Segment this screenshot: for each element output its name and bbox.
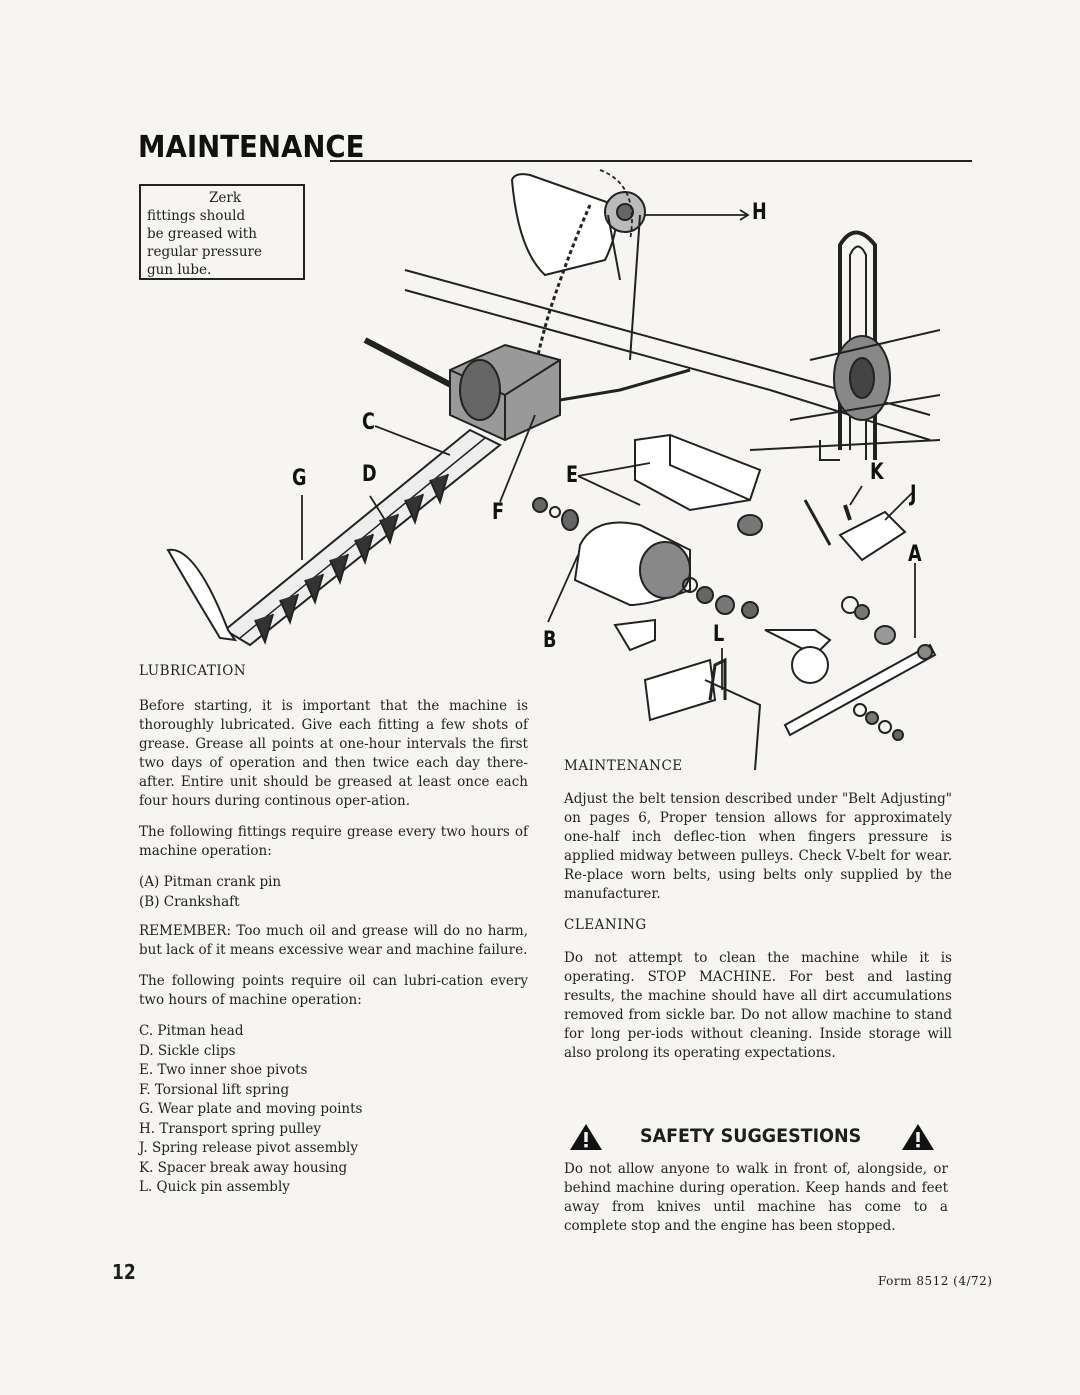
callout-a: A — [908, 542, 922, 567]
maintenance-heading: MAINTENANCE — [564, 758, 683, 774]
list-item: L. Quick pin assembly — [139, 1179, 290, 1195]
form-number: Form 8512 (4/72) — [878, 1274, 993, 1288]
safety-paragraph: Do not allow anyone to walk in front of, alongside, or behind machine during operation. Keep hands and feet away from knives until machine has come to a complete stop and the engine has been stopped. — [564, 1161, 948, 1234]
warning-triangle-icon — [568, 1122, 604, 1152]
note-line: gun lube. — [147, 262, 212, 278]
list-item: E. Two inner shoe pivots — [139, 1062, 308, 1078]
callout-d: D — [362, 462, 377, 487]
list-item: (A) Pitman crank pin — [139, 874, 282, 890]
list-item: (B) Crankshaft — [139, 893, 240, 910]
cleaning-heading: CLEANING — [564, 917, 647, 933]
note-line: regular pressure — [147, 244, 262, 260]
lubrication-section — [139, 662, 528, 1198]
list-item: G. Wear plate and moving points — [139, 1101, 363, 1117]
maintenance-section — [564, 757, 952, 1075]
page-title: MAINTENANCE — [138, 130, 365, 165]
note-line: Zerk — [209, 190, 242, 206]
safety-heading: SAFETY SUGGESTIONS — [640, 1125, 862, 1147]
cleaning-paragraph: Do not attempt to clean the machine while it is operating. STOP MACHINE. For best and lasting results, the machine should have all dirt accumulations removed from sickle bar. Do not allow machine to stand for long per-iods without cleaning. Inside storage will also prolong its operating expectations. — [564, 950, 952, 1061]
callout-f: F — [492, 500, 505, 525]
list-item: D. Sickle clips — [139, 1042, 236, 1059]
note-line: be greased with — [147, 226, 257, 242]
callout-l: L — [713, 622, 725, 647]
list-item: J. Spring release pivot assembly — [139, 1140, 358, 1156]
warning-triangle-icon — [900, 1122, 936, 1152]
callout-h: H — [752, 200, 767, 225]
callout-j: J — [910, 482, 917, 507]
remember-paragraph: REMEMBER: Too much oil and grease will do no harm, but lack of it means excessive wear and machine failure. — [139, 923, 528, 958]
safety-heading-row — [568, 1122, 940, 1152]
list-item: F. Torsional lift spring — [139, 1081, 290, 1098]
grease-list — [139, 873, 528, 912]
lubrication-paragraph: Before starting, it is important that the machine is thoroughly lubricated. Give each fitting a few shots of grease. Grease all points at one-hour intervals the first two days of operation and then twice each day there-after. Entire unit should be greased at least once each four hours during continous oper-ation. — [139, 698, 528, 809]
maintenance-paragraph: Adjust the belt tension described under "Belt Adjusting" on pages 6, Proper tension allows for approximately one-half inch deflec-tion when fingers pressure is applied midway between pulleys. Check V-belt for wear. Re-place worn belts, using belts only supplied by the manufacturer. — [564, 791, 952, 902]
list-item: C. Pitman head — [139, 1023, 244, 1039]
page-number: 12 — [112, 1260, 136, 1284]
callout-k: K — [870, 460, 884, 485]
oil-intro: The following points require oil can lubri-cation every two hours of machine operation: — [139, 973, 528, 1008]
callout-c: C — [362, 410, 375, 435]
list-item: H. Transport spring pulley — [139, 1120, 321, 1137]
lubrication-heading: LUBRICATION — [139, 663, 247, 679]
callout-b: B — [543, 628, 557, 653]
callout-e: E — [566, 463, 579, 488]
grease-intro: The following fittings require grease every two hours of machine operation: — [139, 824, 528, 859]
note-line: fittings should — [147, 208, 246, 224]
callout-g: G — [292, 466, 307, 491]
list-item: K. Spacer break away housing — [139, 1159, 348, 1176]
oil-list — [139, 1022, 528, 1198]
